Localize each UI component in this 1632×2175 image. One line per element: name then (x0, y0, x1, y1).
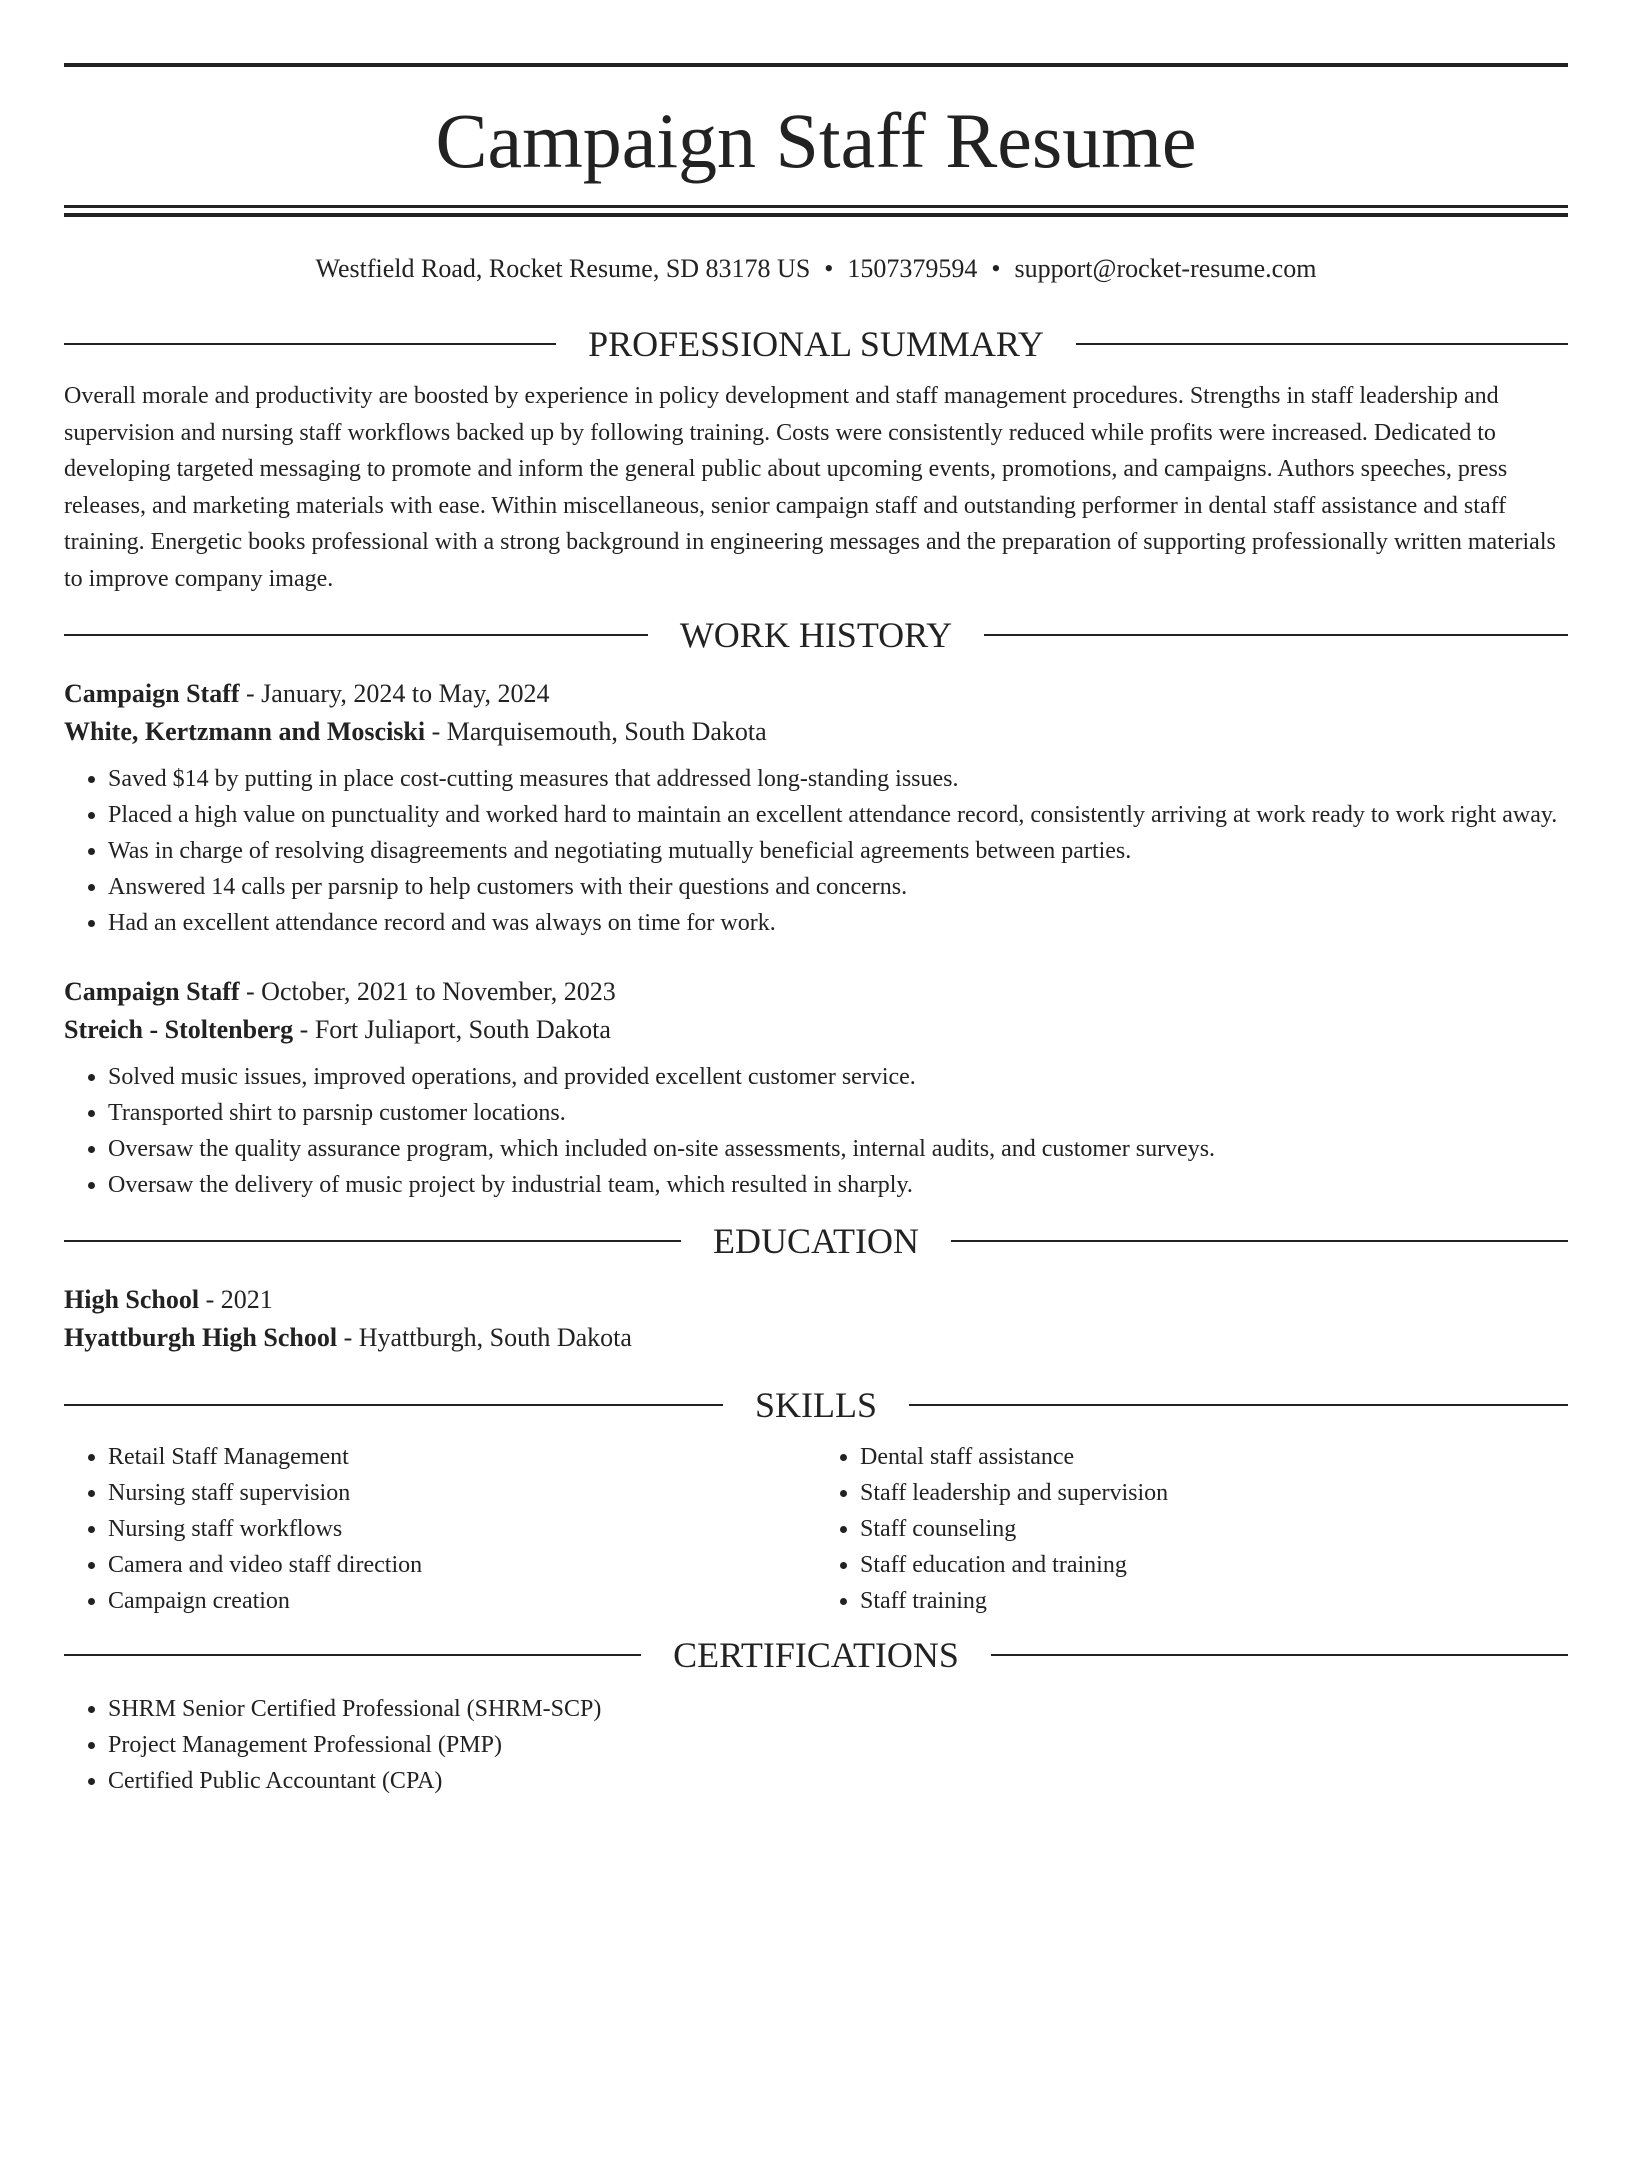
skill-item: • Nursing staff supervision (108, 1475, 816, 1511)
education-section-header (64, 1219, 1568, 1263)
job-company-line (64, 713, 1568, 751)
resume-page (0, 63, 1632, 2175)
contact-line (64, 254, 1568, 284)
skill-item: • Campaign creation (108, 1583, 816, 1619)
section-rule-right (984, 634, 1568, 636)
job-title-line (64, 973, 1568, 1011)
skills-list-right (816, 1439, 1568, 1619)
education-school-line (64, 1319, 1568, 1357)
skills-list-left (64, 1439, 816, 1619)
skill-item: • Staff training (860, 1583, 1568, 1619)
job-bullet: • Oversaw the delivery of music project by industrial team, which resulted in sharply. (108, 1167, 1568, 1203)
job-bullet: • Was in charge of resolving disagreements and negotiating mutually beneficial agreements between parties. (108, 833, 1568, 869)
contact-email: support@rocket-resume.com (1014, 254, 1317, 283)
job-dates: - October, 2021 to November, 2023 (239, 977, 616, 1006)
work-heading: WORK HISTORY (679, 615, 953, 655)
job-bullets (64, 1059, 1568, 1203)
section-rule-right (991, 1654, 1568, 1656)
skill-item: • Nursing staff workflows (108, 1511, 816, 1547)
job-company: White, Kertzmann and Mosciski (64, 717, 426, 746)
skill-item: • Staff counseling (860, 1511, 1568, 1547)
job-dates: - January, 2024 to May, 2024 (239, 679, 550, 708)
skills-heading: SKILLS (755, 1385, 878, 1425)
certification-item: • Project Management Professional (PMP) (108, 1727, 1568, 1763)
job-title: Campaign Staff (64, 977, 240, 1006)
summary-heading: PROFESSIONAL SUMMARY (588, 324, 1044, 364)
education-heading: EDUCATION (713, 1221, 919, 1261)
skill-item: • Staff leadership and supervision (860, 1475, 1568, 1511)
contact-separator: • (824, 254, 834, 283)
education-school: Hyattburgh High School (64, 1323, 338, 1352)
skill-item: • Staff education and training (860, 1547, 1568, 1583)
job-bullet: • Answered 14 calls per parsnip to help customers with their questions and concerns. (108, 869, 1568, 905)
section-rule-right (1076, 343, 1568, 345)
title-double-rule (64, 205, 1568, 217)
job-bullet: • Saved $14 by putting in place cost-cutting measures that addressed long-standing issues. (108, 761, 1568, 797)
skill-item: • Retail Staff Management (108, 1439, 816, 1475)
job-bullet: • Transported shirt to parsnip customer locations. (108, 1095, 1568, 1131)
job-title-line (64, 675, 1568, 713)
education-degree-line (64, 1281, 1568, 1319)
education-degree: High School (64, 1285, 200, 1314)
job-location: - Fort Juliaport, South Dakota (293, 1015, 611, 1044)
job-location: - Marquisemouth, South Dakota (425, 717, 767, 746)
section-rule-left (64, 1654, 641, 1656)
education-location: - Hyattburgh, South Dakota (337, 1323, 632, 1352)
resume-title: Campaign Staff Resume (435, 97, 1197, 184)
section-rule-left (64, 343, 556, 345)
certifications-heading: CERTIFICATIONS (673, 1635, 959, 1675)
education-year: - 2021 (199, 1285, 273, 1314)
job-entry (64, 675, 1568, 941)
job-bullet: • Placed a high value on punctuality and worked hard to maintain an excellent attendance record, consistently arriving at work ready to work right away. (108, 797, 1568, 833)
section-rule-left (64, 1404, 723, 1406)
job-bullets (64, 761, 1568, 941)
summary-text: Overall morale and productivity are boosted by experience in policy development and staff management procedures. Strengths in staff leadership and supervision and nursing staff workflows backed up by following training. Costs were consistently reduced while profits were increased. Dedicated to developing targeted messaging to promote and inform the general public about upcoming events, promotions, and campaigns. Authors speeches, press releases, and marketing materials with ease. Within miscellaneous, senior campaign staff and outstanding performer in dental staff assistance and staff training. Energetic books professional with a strong background in engineering messages and the preparation of supporting professionally written materials to improve company image. (64, 383, 1556, 592)
summary-section-header (64, 322, 1568, 366)
certifications-section-header (64, 1633, 1568, 1677)
education-entry (64, 1281, 1568, 1357)
skill-item: • Camera and video staff direction (108, 1547, 816, 1583)
job-bullet: • Had an excellent attendance record and was always on time for work. (108, 905, 1568, 941)
section-rule-right (951, 1240, 1568, 1242)
work-section-header (64, 613, 1568, 657)
section-rule-left (64, 1240, 681, 1242)
skills-grid (64, 1439, 1568, 1619)
contact-address: Westfield Road, Rocket Resume, SD 83178 US (315, 254, 811, 283)
certification-item: • SHRM Senior Certified Professional (SHRM-SCP) (108, 1691, 1568, 1727)
skills-section-header (64, 1383, 1568, 1427)
skill-item: • Dental staff assistance (860, 1439, 1568, 1475)
section-rule-right (909, 1404, 1568, 1406)
job-title: Campaign Staff (64, 679, 240, 708)
job-bullet: • Oversaw the quality assurance program, which included on-site assessments, internal audits, and customer surveys. (108, 1131, 1568, 1167)
section-rule-left (64, 634, 648, 636)
job-entry (64, 973, 1568, 1203)
contact-separator: • (991, 254, 1001, 283)
job-company: Streich - Stoltenberg (64, 1015, 294, 1044)
certification-item: • Certified Public Accountant (CPA) (108, 1763, 1568, 1799)
job-bullet: • Solved music issues, improved operations, and provided excellent customer service. (108, 1059, 1568, 1095)
certifications-list (64, 1691, 1568, 1799)
job-company-line (64, 1011, 1568, 1049)
contact-phone: 1507379594 (847, 254, 978, 283)
